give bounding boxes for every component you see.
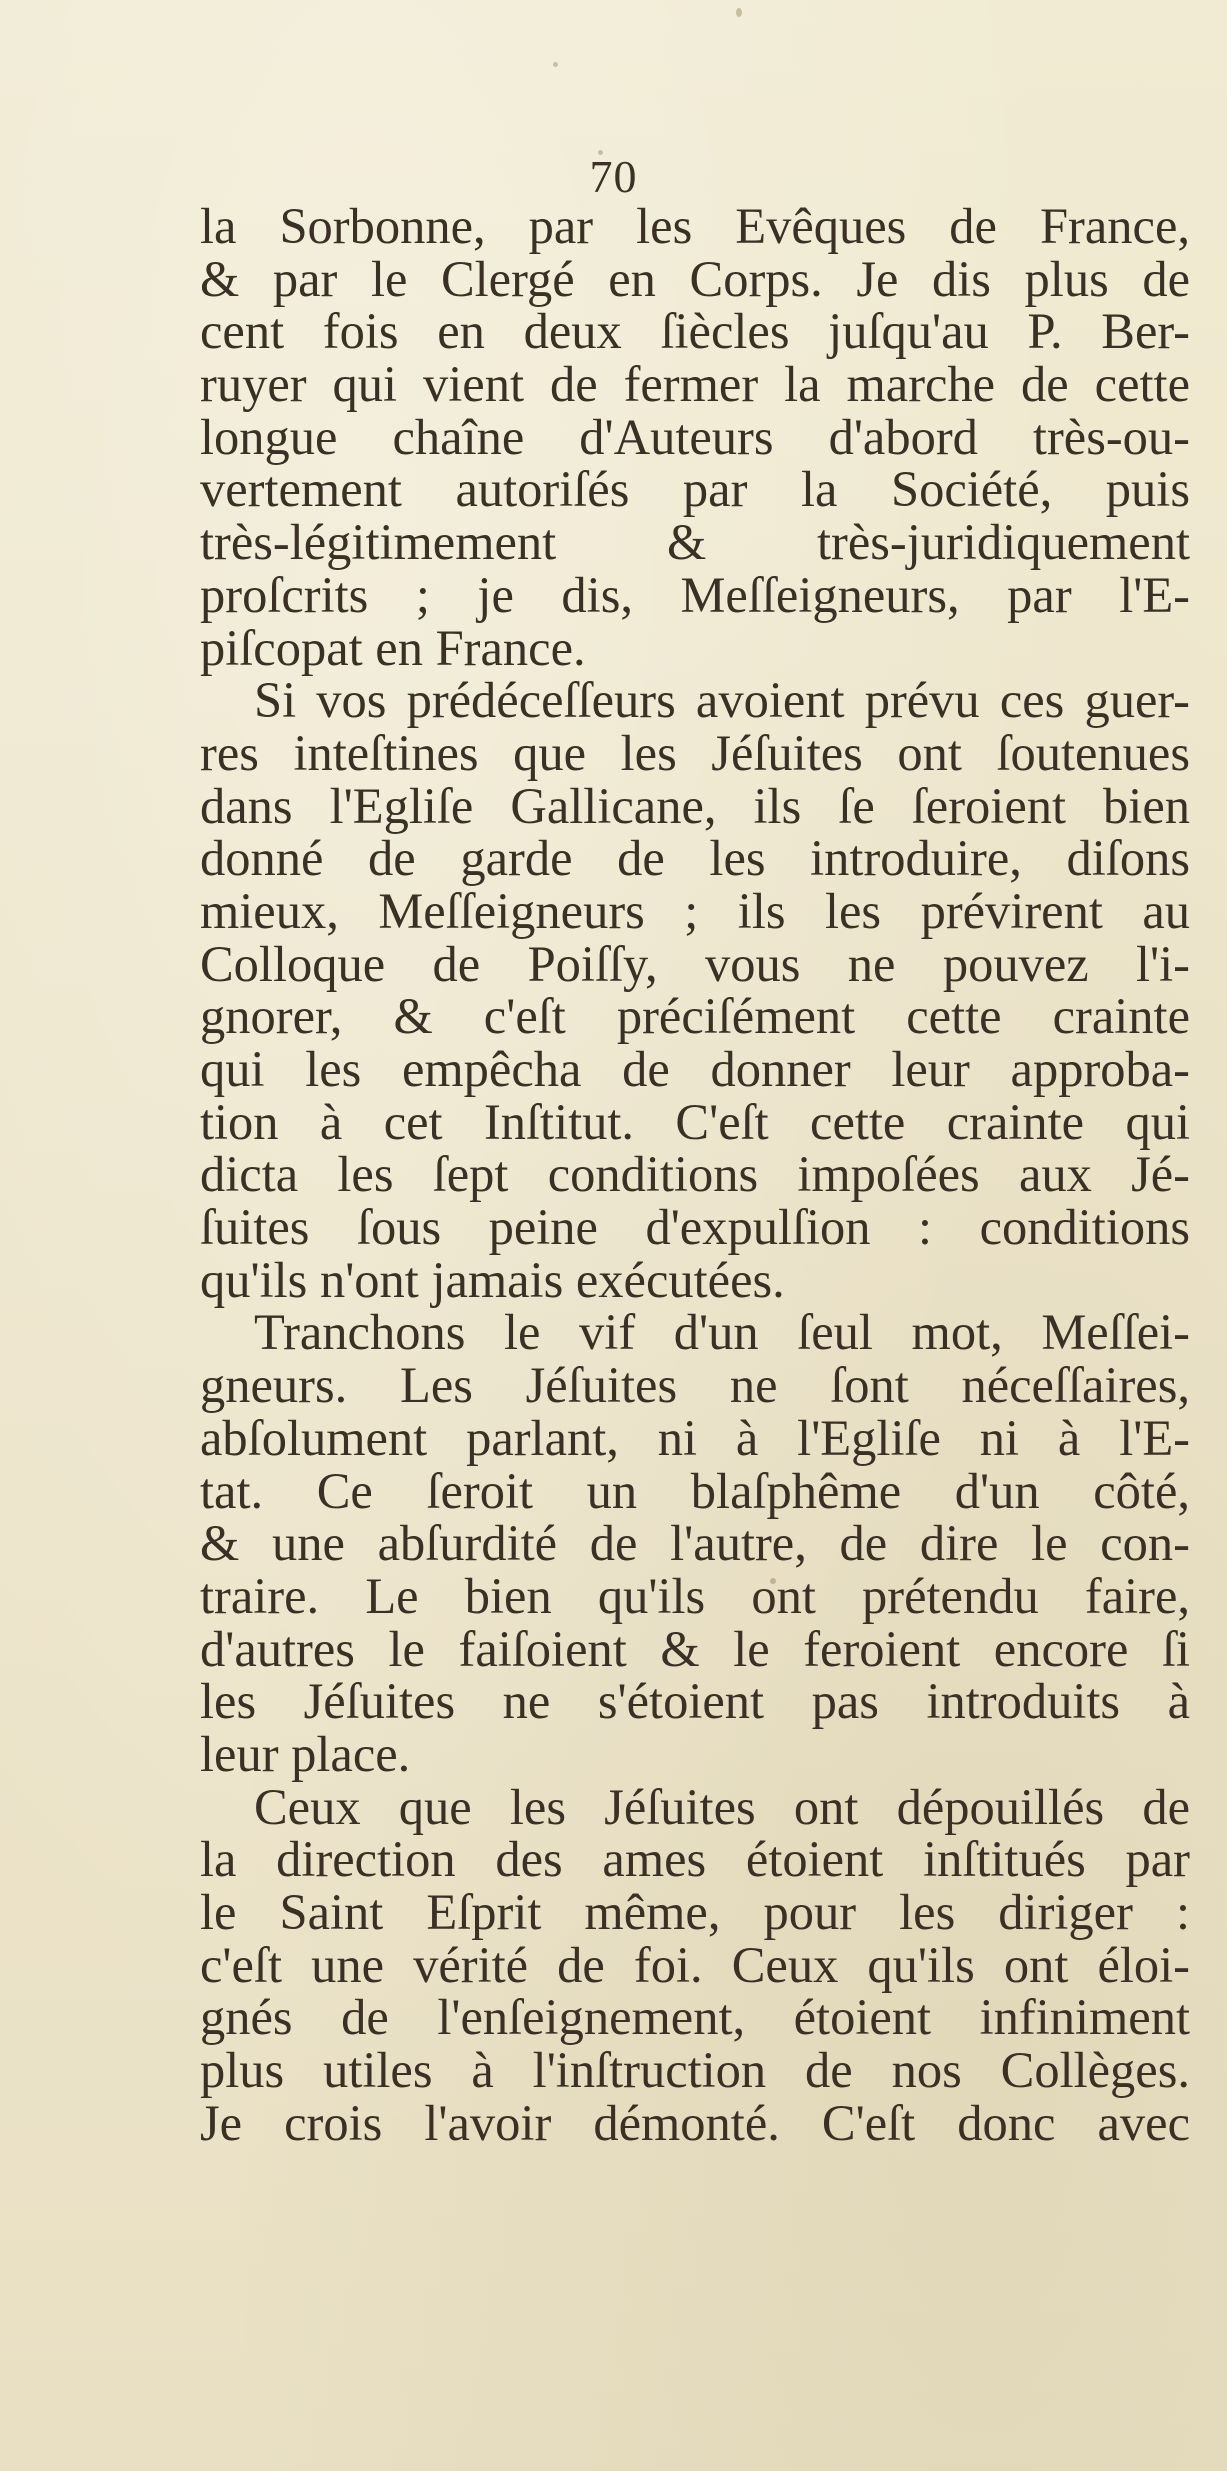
text-line: Colloque de Poiſſy, vous ne pouvez l'i- [200,935,1190,992]
text-line: ruyer qui vient de fermer la marche de cette [200,356,1190,413]
text-line: tion à cet Inſtitut. C'eſt cette crainte qui [200,1093,1190,1150]
text-line: mieux, Meſſeigneurs ; ils les prévirent au [200,882,1190,939]
text-line: traire. Le bien qu'ils ont prétendu faire, [200,1567,1190,1624]
text-line: & une abſurdité de l'autre, de dire le con- [200,1515,1190,1572]
page-number: 70 [589,151,638,202]
text-line: très-légitimement & très-juridiquement [200,514,1190,571]
text-line: ſuites ſous peine d'expulſion : conditions [200,1199,1190,1256]
text-line: Je crois l'avoir démonté. C'eſt donc avec [200,2094,1190,2151]
text-line: Si vos prédéceſſeurs avoient prévu ces guer- [254,672,1190,729]
text-line: vertement autoriſés par la Société, puis [200,461,1190,518]
text-line: piſcopat en France. [200,619,586,676]
text-line: les Jéſuites ne s'étoient pas introduits à [200,1673,1190,1730]
text-line: abſolument parlant, ni à l'Egliſe ni à l'E- [200,1409,1190,1466]
text-line: gnés de l'enſeignement, étoient infiniment [200,1989,1190,2046]
text-line: le Saint Eſprit même, pour les diriger : [200,1884,1190,1940]
text-line: res inteſtines que les Jéſuites ont ſoutenues [200,724,1190,781]
text-line: tat. Ce ſeroit un blaſphême d'un côté, [200,1462,1190,1519]
text-line: qui les empêcha de donner leur approba- [200,1041,1190,1097]
text-line: la direction des ames étoient inſtitués par [200,1831,1190,1888]
text-line: dicta les ſept conditions impoſées aux Jé- [200,1146,1190,1203]
text-line: proſcrits ; je dis, Meſſeigneurs, par l'E- [200,566,1190,623]
text-line: gneurs. Les Jéſuites ne ſont néceſſaires, [200,1357,1190,1414]
paper-speck [736,8,742,17]
body-text [200,200,1190,2149]
text-line: Tranchons le vif d'un ſeul mot, Meſſei- [254,1304,1190,1361]
text-line: & par le Clergé en Corps. Je dis plus de [200,250,1190,307]
text-line: dans l'Egliſe Gallicane, ils ſe ſeroient bien [200,777,1190,834]
paper-speck [553,62,558,67]
text-line: Ceux que les Jéſuites ont dépouillés de [254,1778,1190,1835]
text-line: plus utiles à l'inſtruction de nos Collèges. [200,2042,1190,2099]
text-line: longue chaîne d'Auteurs d'abord très-ou- [200,408,1190,465]
text-line: la Sorbonne, par les Evêques de France, [200,198,1190,254]
text-line: gnorer, & c'eſt préciſément cette crainte [200,988,1190,1045]
text-line: donné de garde de les introduire, diſons [200,830,1190,887]
text-line: c'eſt une vérité de foi. Ceux qu'ils ont éloi- [200,1936,1190,1993]
text-line: qu'ils n'ont jamais exécutées. [200,1251,785,1308]
text-line: cent fois en deux ſiècles juſqu'au P. Ber- [200,303,1190,360]
text-line: leur place. [200,1725,411,1782]
text-line: d'autres le faiſoient & le feroient encore ſi [200,1620,1190,1677]
